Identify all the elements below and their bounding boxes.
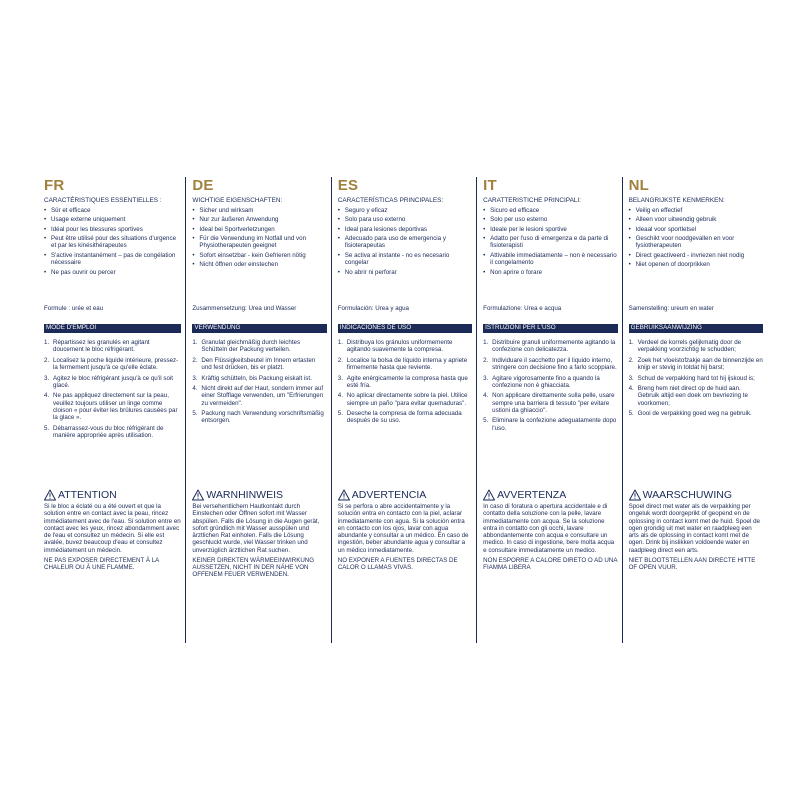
feature-item: • Solo per uso esterno bbox=[483, 216, 617, 223]
feature-item: • Adatto per l'uso di emergenza e da parte di fisioterapisti bbox=[483, 235, 617, 250]
step-text: Localisez la poche liquide intérieure, pressez-la fermement jusqu'à ce qu'elle éclate. bbox=[53, 356, 179, 372]
step-item: 1. Répartissez les granulés en agitant doucement le bloc réfrigérant. bbox=[44, 339, 150, 354]
step-text: Eliminare la confezione adeguatamente dopo l'uso. bbox=[492, 417, 617, 432]
features-title: CARACTÉRISTIQUES ESSENTIELLES : bbox=[44, 197, 162, 204]
usage-header: VERWENDUNG bbox=[192, 324, 326, 333]
warning-heading bbox=[192, 487, 326, 502]
step-text: Granulat gleichmäßig durch leichtes Schütteln der Packung verteilen. bbox=[201, 339, 301, 354]
step-text: Distribuire granuli uniformemente agitando la confezione con delicatezza. bbox=[492, 339, 616, 354]
feature-item: • Peut être utilisé pour des situations d'urgence et par les kinésithérapeutes bbox=[44, 235, 181, 250]
step-text: Agite enérgicamente la compresa hasta que esté fría. bbox=[346, 374, 468, 389]
language-code: NL bbox=[628, 177, 649, 194]
step-item: 4. Nicht direkt auf der Haut, sondern immer auf einer Stofflage verwenden, um "Erfrierungen zu vermeiden". bbox=[192, 385, 324, 407]
step-item: 1. Distribuya los gránulos uniformemente agitando suavemente la compresa. bbox=[337, 339, 453, 354]
feature-item: • Sofort einsetzbar - kein Gefrieren nötig bbox=[192, 252, 326, 259]
language-code: ES bbox=[337, 177, 359, 194]
warning-title: WAARSCHUWING bbox=[642, 488, 733, 501]
step-item: 2. Localisez la poche liquide intérieure, pressez-la fermement jusqu'à ce qu'elle éclate. bbox=[44, 356, 179, 372]
warning-title: ATTENTION bbox=[58, 488, 117, 501]
feature-item: • Für die Verwendung im Notfall und von Physiotherapeuten geeignet bbox=[192, 235, 326, 250]
warning-caps: NO EXPONER A FUENTES DIRECTAS DE CALOR O LLAMAS VIVAS. bbox=[337, 556, 458, 571]
step-item: 2. Den Flüssigkeitsbeutel im Innern ertasten und fest drücken, bis er platzt. bbox=[192, 356, 316, 372]
steps-list bbox=[338, 339, 472, 487]
features-list bbox=[44, 207, 181, 305]
feature-item: • Seguro y eficaz bbox=[338, 207, 472, 214]
step-text: Agitare vigorosamente fino a quando la confezione non è ghiacciata. bbox=[492, 374, 600, 389]
warning-heading bbox=[483, 487, 617, 502]
step-item: 1. Distribuire granuli uniformemente agitando la confezione con delicatezza. bbox=[483, 339, 616, 354]
warning-heading bbox=[338, 487, 472, 502]
feature-item: • Veilig en effectief bbox=[629, 207, 763, 214]
step-text: Den Flüssigkeitsbeutel im Innern ertasten und fest drücken, bis er platzt. bbox=[201, 356, 316, 372]
warning-caps: NON ESPORRE A CALORE DIRETO O AD UNA FIAMMA LIBERA bbox=[483, 556, 618, 571]
features-title: CARACTERÍSTICAS PRINCIPALES: bbox=[337, 197, 444, 204]
step-text: Verdeel de korrels gelijkmatig door de verpakking voorzichtig te schudden; bbox=[637, 339, 742, 354]
warning-icon bbox=[483, 489, 495, 501]
feature-item: • Sicuro ed efficace bbox=[483, 207, 617, 214]
formula: Formulazione: Urea e acqua bbox=[483, 305, 562, 312]
feature-item: • Geschikt voor noodgevallen en voor fysiotherapeuten bbox=[629, 235, 763, 250]
feature-item: • Ideal para lesiones deportivas bbox=[338, 226, 472, 233]
step-text: Packung nach Verwendung vorschriftsmäßig entsorgen. bbox=[201, 410, 324, 425]
step-item: 3. Kräftig schütteln, bis Packung eiskalt ist. bbox=[192, 374, 312, 382]
feature-item: • Usage externe uniquement bbox=[44, 216, 181, 223]
feature-item: • Idéal pour les blessures sportives bbox=[44, 226, 181, 233]
usage-header: GEBRUIKSAANWIJZING bbox=[629, 324, 763, 333]
step-text: Kräftig schütteln, bis Packung eiskalt ist. bbox=[201, 374, 312, 382]
step-item: 3. Agite enérgicamente la compresa hasta que esté fría. bbox=[337, 374, 468, 389]
warning-text: In caso di foratura o apertura accidentale e di contatto della soluzione con la pelle, lavare immediatamente con acqua. Se la soluzione entra in contatto con gli occhi, lavare abbondantemente con acqua e consultare un medico. In caso di ingestione, bere molta acqua e consultare immediatamente un medico. bbox=[483, 503, 615, 554]
warning-caps: KEINER DIREKTEN WÄRMEEINWIRKUNG AUSSETZEN, NICHT IN DER NÄHE VON OFFENEM FEUER VERWENDEN. bbox=[192, 556, 315, 579]
warning-caps: NE PAS EXPOSER DIRECTEMENT À LA CHALEUR OU À UNE FLAMME. bbox=[44, 556, 159, 571]
steps-list bbox=[483, 339, 617, 487]
step-item: 4. Non applicare direttamente sulla pelle, usare sempre una barriera di tessuto "per evitare ustioni da ghiaccio". bbox=[483, 392, 615, 414]
warning-icon bbox=[629, 489, 641, 501]
instruction-sheet bbox=[40, 177, 767, 643]
features-list bbox=[338, 207, 472, 305]
warning-text: Si se perfora o abre accidentalmente y la solución entra en contacto con la piel, aclarar inmediatamente con agua. Si la solución entra en contacto con los ojos, lavar con agua abundante y consultar a un médico. En caso de ingestión, beber abundante agua y consultar a un médico inmediatamente. bbox=[337, 503, 469, 554]
warning-icon bbox=[44, 489, 56, 501]
step-item: 5. Gooi de verpakking goed weg na gebruik. bbox=[628, 410, 752, 418]
steps-list bbox=[192, 339, 326, 487]
feature-item: • Ideal bei Sportverletzungen bbox=[192, 226, 326, 233]
features-list bbox=[483, 207, 617, 305]
feature-item: • S'active instantanément – pas de congélation nécessaire bbox=[44, 252, 181, 267]
feature-item: • Adecuado para uso de emergencia y fisioterapeutas bbox=[338, 235, 472, 250]
feature-item: • Ideale per le lesioni sportive bbox=[483, 226, 617, 233]
feature-item: • Non aprire o forare bbox=[483, 269, 617, 276]
feature-item: • Sûr et efficace bbox=[44, 207, 181, 214]
features-list bbox=[192, 207, 326, 305]
step-text: Ne pas appliquez directement sur la peau, veuillez toujours utiliser un linge comme cloison « pour éviter les brûlures causées par la glace ». bbox=[53, 392, 178, 422]
formula: Formulación: Urea y agua bbox=[337, 305, 409, 312]
feature-item: • Solo para uso externo bbox=[338, 216, 472, 223]
warning-heading bbox=[44, 487, 181, 502]
step-item: 5. Eliminare la confezione adeguatamente dopo l'uso. bbox=[483, 417, 617, 432]
feature-item: • Ideaal voor sportletsel bbox=[629, 226, 763, 233]
step-item: 2. Individuare il sacchetto per il liquido interno, stringere con decisione fino a farlo scoppiare. bbox=[483, 356, 617, 372]
feature-item: • Nicht öffnen oder einstechen bbox=[192, 261, 326, 268]
language-code: DE bbox=[192, 177, 214, 194]
warning-title: WARNHINWEIS bbox=[206, 488, 283, 501]
step-item: 1. Verdeel de korrels gelijkmatig door de verpakking voorzichtig te schudden; bbox=[628, 339, 742, 354]
step-text: Zoek het vloeistofzakje aan de binnenzijde en knijp er stevig in totdat hij barst; bbox=[637, 356, 763, 372]
feature-item: • Niet openen of doorprikken bbox=[629, 261, 763, 268]
steps-list bbox=[629, 339, 763, 487]
warning-title: ADVERTENCIA bbox=[351, 488, 427, 501]
column-nl bbox=[622, 177, 767, 643]
warning-icon bbox=[338, 489, 350, 501]
step-text: Débarrassez-vous du bloc réfrigérant de manière appropriée après utilisation. bbox=[53, 424, 164, 440]
usage-header: MODE D'EMPLOI bbox=[44, 324, 181, 333]
step-item: 4. Breng hem niet direct op de huid aan. Gebruik altijd een doek om bevriezing te voorkomen; bbox=[628, 385, 748, 407]
steps-list bbox=[44, 339, 181, 487]
step-text: Distribuya los gránulos uniformemente agitando suavemente la compresa. bbox=[346, 339, 453, 354]
warning-icon bbox=[192, 489, 204, 501]
step-item: 5. Deseche la compresa de forma adecuada después de su uso. bbox=[337, 410, 462, 425]
step-text: Nicht direkt auf der Haut, sondern immer auf einer Stofflage verwenden, um "Erfrierungen zu vermeiden". bbox=[201, 385, 324, 407]
features-title: BELANGRIJKSTE KENMERKEN: bbox=[628, 197, 725, 204]
feature-item: • Alleen voor uitwendig gebruik bbox=[629, 216, 763, 223]
step-item: 3. Agitez le bloc réfrigérant jusqu'à ce qu'il soit glacé. bbox=[44, 374, 173, 389]
step-text: Non applicare direttamente sulla pelle, usare sempre una barriera di tessuto "per evitare ustioni da ghiaccio". bbox=[492, 392, 615, 414]
step-text: No aplicar directamente sobre la piel. Utilice siempre un paño "para evitar quemaduras". bbox=[346, 392, 468, 407]
step-text: Individuare il sacchetto per il liquido interno, stringere con decisione fino a farlo scoppiare. bbox=[492, 356, 617, 372]
warning-caps: NIET BLOOTSTELLEN AAN DIRECTE HITTE OF OPEN VUUR. bbox=[628, 556, 756, 571]
column-it bbox=[476, 177, 621, 643]
formula: Formule : urée et eau bbox=[44, 305, 104, 312]
step-item: 1. Granulat gleichmäßig durch leichtes Schütteln der Packung verteilen. bbox=[192, 339, 301, 354]
step-text: Gooi de verpakking goed weg na gebruik. bbox=[637, 410, 752, 418]
feature-item: • Se activa al instante - no es necesario congelar bbox=[338, 252, 472, 267]
step-text: Schud de verpakking hard tot hij ijskoud is; bbox=[637, 374, 755, 382]
column-de bbox=[185, 177, 330, 643]
language-code: FR bbox=[44, 177, 65, 194]
column-fr bbox=[40, 177, 185, 643]
formula: Zusammensetzung: Urea und Wasser bbox=[192, 305, 297, 312]
step-item: 3. Schud de verpakking hard tot hij ijskoud is; bbox=[628, 374, 755, 382]
feature-item: • Direct geactiveerd - invriezen niet nodig bbox=[629, 252, 763, 259]
language-code: IT bbox=[483, 177, 497, 194]
step-item: 5. Packung nach Verwendung vorschriftsmäßig entsorgen. bbox=[192, 410, 324, 425]
step-text: Deseche la compresa de forma adecuada después de su uso. bbox=[346, 410, 462, 425]
step-text: Breng hem niet direct op de huid aan. Gebruik altijd een doek om bevriezing te voorkomen; bbox=[637, 385, 748, 407]
features-list bbox=[629, 207, 763, 305]
step-item: 5. Débarrassez-vous du bloc réfrigérant de manière appropriée après utilisation. bbox=[44, 424, 164, 440]
feature-item: • Attivabile immediatamente – non è necessario il congelamento bbox=[483, 252, 617, 267]
warning-text: Bei versehentlichem Hautkontakt durch Einstechen oder Öffnen sofort mit Wasser abspülen. Falls die Lösung in die Augen gerät, sofort gründlich mit Wasser ausspülen und ärztlichen Rat einholen. Falls die Lösung geschluckt wurde, viel Wasser trinken und unverzüglich ärztlichen Rat suchen. bbox=[192, 503, 320, 554]
feature-item: • Sicher und wirksam bbox=[192, 207, 326, 214]
feature-item: • No abrir ni perforar bbox=[338, 269, 472, 276]
step-item: 4. No aplicar directamente sobre la piel. Utilice siempre un paño "para evitar quemaduras". bbox=[337, 392, 468, 407]
step-item: 2. Zoek het vloeistofzakje aan de binnenzijde en knijp er stevig in totdat hij barst; bbox=[628, 356, 763, 372]
formula: Samenstelling: ureum en water bbox=[628, 305, 714, 312]
feature-item: • Nur zur äußeren Anwendung bbox=[192, 216, 326, 223]
step-text: Répartissez les granulés en agitant doucement le bloc réfrigérant. bbox=[53, 339, 150, 354]
step-item: 3. Agitare vigorosamente fino a quando la confezione non è ghiacciata. bbox=[483, 374, 600, 389]
step-text: Agitez le bloc réfrigérant jusqu'à ce qu'il soit glacé. bbox=[53, 374, 173, 389]
column-es bbox=[331, 177, 476, 643]
warning-text: Si le bloc a éclaté ou a été ouvert et que la solution entre en contact avec la peau, rincez immédiatement avec de l'eau. Si solution entre en contact avec les yeux, rincez abondamment avec de l'eau et consultez un médecin. Si elle est avalée, buvez beaucoup d'eau et consultez immédiatement un médecin. bbox=[44, 503, 181, 554]
warning-title: AVVERTENZA bbox=[497, 488, 567, 501]
features-title: CARATTERISTICHE PRINCIPALI: bbox=[483, 197, 581, 204]
step-item: 4. Ne pas appliquez directement sur la peau, veuillez toujours utiliser un linge comme cloison « pour éviter les brûlures causées par la glace ». bbox=[44, 392, 178, 422]
step-text: Localice la bolsa de líquido interna y apriete firmemente hasta que reviente. bbox=[346, 356, 468, 372]
feature-item: • Ne pas ouvrir ou percer bbox=[44, 269, 181, 276]
step-item: 2. Localice la bolsa de líquido interna y apriete firmemente hasta que reviente. bbox=[337, 356, 468, 372]
features-title: WICHTIGE EIGENSCHAFTEN: bbox=[192, 197, 283, 204]
warning-heading bbox=[629, 487, 763, 502]
usage-header: INDICACIONES DE USO bbox=[338, 324, 472, 333]
warning-text: Spoel direct met water als de verpakking per ongeluk wordt doorgeprikt of geopend en de oplossing in contact komt met de huid. Spoel de ogen grondig uit met water en raadpleeg een arts als de oplossing in contact komt met de ogen. Drink bij inslikken voldoende water en raadpleeg direct een arts. bbox=[628, 503, 760, 554]
usage-header: ISTRUZIONI PER L'USO bbox=[483, 324, 617, 333]
